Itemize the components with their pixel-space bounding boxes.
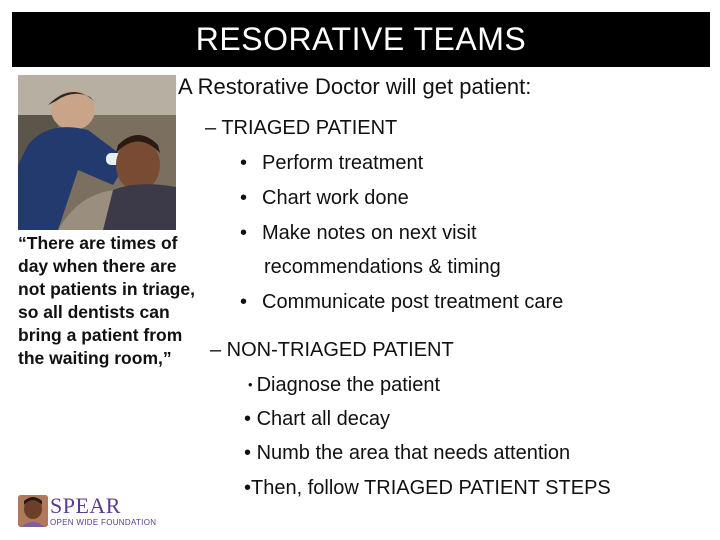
triaged-label: – TRIAGED PATIENT bbox=[205, 117, 398, 139]
non-triaged-label: – NON-TRIAGED PATIENT bbox=[210, 339, 454, 361]
triaged-item bbox=[240, 187, 409, 210]
slide-title: RESORATIVE TEAMS bbox=[195, 21, 527, 57]
triaged-item-continuation: recommendations & timing bbox=[264, 256, 501, 278]
bullet-icon: • bbox=[240, 222, 248, 244]
triaged-item-text: Make notes on next visit bbox=[262, 222, 477, 244]
logo-tagline: OPEN WIDE FOUNDATION bbox=[50, 518, 157, 527]
quote-text: “There are times of day when there are not patients in triage, so all dentists can bring a patient from the waiting room,” bbox=[18, 233, 195, 368]
bullet-icon: • bbox=[244, 477, 252, 499]
bullet-icon: • bbox=[240, 187, 248, 209]
non-triaged-item-text: Diagnose the patient bbox=[256, 374, 441, 396]
logo-name: SPEAR bbox=[50, 493, 121, 518]
slide-title-bar bbox=[12, 12, 710, 67]
non-triaged-item-text: Then, follow TRIAGED PATIENT STEPS bbox=[251, 477, 611, 499]
logo-photo bbox=[18, 495, 48, 527]
triaged-item-text: Perform treatment bbox=[262, 152, 424, 174]
bullet-icon: • bbox=[248, 377, 253, 392]
non-triaged-item bbox=[244, 477, 611, 500]
triaged-item bbox=[240, 222, 477, 245]
non-triaged-item-text: Chart all decay bbox=[256, 408, 390, 430]
non-triaged-item bbox=[244, 442, 570, 465]
non-triaged-item-text: Numb the area that needs attention bbox=[256, 442, 571, 464]
slide-heading: A Restorative Doctor will get patient: bbox=[178, 74, 532, 99]
bullet-icon: • bbox=[240, 291, 248, 313]
triaged-item-text: Chart work done bbox=[262, 187, 409, 209]
bullet-icon: • bbox=[240, 152, 248, 174]
spear-logo bbox=[18, 493, 158, 529]
triaged-item bbox=[240, 152, 423, 175]
dentist-photo bbox=[18, 75, 176, 230]
triaged-item bbox=[240, 291, 563, 314]
triaged-item-text: Communicate post treatment care bbox=[262, 291, 564, 313]
non-triaged-item bbox=[244, 408, 390, 431]
bullet-icon: • bbox=[244, 408, 257, 430]
bullet-icon: • bbox=[244, 442, 257, 464]
non-triaged-item bbox=[248, 374, 440, 397]
